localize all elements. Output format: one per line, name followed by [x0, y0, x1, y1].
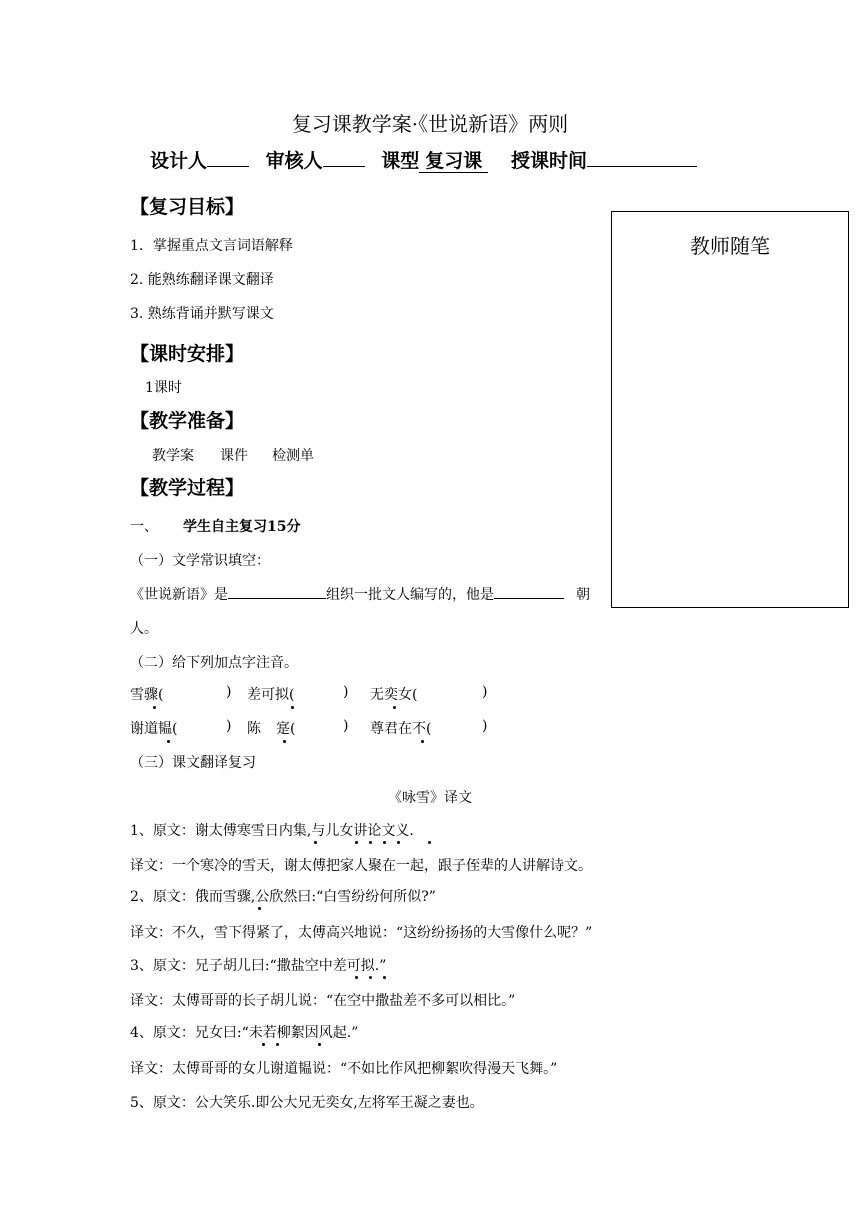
section-goals-heading: 【复习目标】 — [130, 196, 245, 218]
emphasis-dot — [291, 706, 294, 709]
paren-close: ) — [482, 718, 488, 734]
sub3-label: （三）课文翻译复习 — [130, 755, 256, 771]
emphasis-dot — [276, 1043, 279, 1046]
reviewer-label: 审核人 — [265, 150, 323, 172]
text-line: 译文：不久，雪下得紧了，太傅高兴地说：“这纷纷扬扬的大雪像什么呢？” — [130, 925, 593, 941]
emphasis-dot — [369, 841, 372, 844]
section-schedule-heading: 【课时安排】 — [130, 343, 245, 365]
page-title: 复习课教学案·《世说新语》两则 — [291, 112, 569, 136]
meta-row — [150, 146, 697, 173]
schedule-text: 1课时 — [145, 380, 182, 396]
emphasis-dot — [383, 976, 386, 979]
sub1-label: （一）文学常识填空： — [130, 553, 270, 569]
emphasis-dot — [318, 1043, 321, 1046]
text-line: 3、原文：兄子胡儿曰:“撒盐空中差可拟.” — [130, 958, 387, 974]
emphasis-dot — [383, 841, 386, 844]
fill-blank — [494, 597, 564, 599]
pinyin-item: 尊君在不( — [370, 721, 432, 737]
step1-text: 学生自主复习15分 — [183, 519, 301, 535]
text-line: 译文：一个寒冷的雪天，谢太傅把家人聚在一起，跟子侄辈的人讲解诗文。 — [130, 858, 592, 874]
pinyin-item: 陈 — [247, 721, 261, 737]
sub1-fill-line — [130, 584, 590, 604]
paren-close: ) — [482, 684, 488, 700]
goal-item: 2. 能熟练翻译课文翻译 — [130, 272, 274, 288]
type-label: 课型 — [381, 150, 420, 172]
pinyin-item: 无奕女( — [370, 687, 418, 703]
emphasis-dot — [283, 740, 286, 743]
pinyin-item: 谢道韫( — [130, 721, 178, 737]
text-line: 2、原文：俄而雪骤,公欣然曰:“白雪纷纷何所似?” — [130, 889, 436, 905]
sub1-part4: 人。 — [130, 621, 158, 637]
teacher-notes-label: 教师随笔 — [690, 234, 770, 258]
emphasis-dot — [355, 976, 358, 979]
text-line: 译文：太傅哥哥的女儿谢道韫说：“不如比作风把柳絮吹得漫天飞舞。” — [130, 1061, 558, 1077]
sub1-part3: 朝 — [576, 587, 590, 603]
emphasis-dot — [421, 740, 424, 743]
paren-close: ) — [226, 684, 232, 700]
paren-close: ) — [343, 684, 349, 700]
text-line: 5、原文：公大笑乐.即公大兄无奕女,左将军王凝之妻也。 — [130, 1095, 484, 1111]
emphasis-dot — [428, 841, 431, 844]
goal-item: 1．掌握重点文言词语解释 — [130, 238, 293, 254]
goal-item: 3. 熟练背诵并默写课文 — [130, 306, 274, 322]
paren-close: ) — [226, 718, 232, 734]
text-line: 译文：太傅哥哥的长子胡儿说：“在空中撒盐差不多可以相比。” — [130, 993, 516, 1009]
type-value: 复习课 — [419, 150, 488, 173]
pinyin-item: 雪骤( — [130, 687, 164, 703]
emphasis-dot — [314, 841, 317, 844]
time-blank — [587, 166, 697, 167]
emphasis-dot — [393, 706, 396, 709]
paren-close: ) — [343, 718, 349, 734]
emphasis-dot — [167, 740, 170, 743]
emphasis-dot — [153, 706, 156, 709]
designer-label: 设计人 — [150, 150, 208, 172]
section-process-heading: 【教学过程】 — [130, 477, 245, 499]
sub1-part1: 《世说新语》是 — [130, 587, 228, 603]
pinyin-item: 差可拟( — [247, 687, 295, 703]
translation-subtitle: 《咏雪》译文 — [388, 790, 472, 806]
emphasis-dot — [258, 907, 261, 910]
time-label: 授课时间 — [510, 150, 587, 172]
pinyin-item: 寔( — [276, 721, 296, 737]
teacher-notes-box — [611, 211, 849, 608]
designer-blank — [207, 166, 249, 167]
fill-blank — [228, 597, 326, 599]
text-line: 4、原文：兄女曰:“未若柳絮因风起.” — [130, 1025, 359, 1041]
emphasis-dot — [262, 1043, 265, 1046]
prep-item: 课件 — [220, 448, 248, 464]
text-line: 1、原文：谢太傅寒雪日内集,与儿女讲论文义. — [130, 823, 414, 839]
prep-item: 教学案 — [152, 448, 194, 464]
step1-number: 一、 — [130, 519, 158, 535]
emphasis-dot — [355, 841, 358, 844]
prep-item: 检测单 — [272, 448, 314, 464]
reviewer-blank — [323, 166, 365, 167]
sub2-label: （二）给下列加点字注音。 — [130, 655, 298, 671]
emphasis-dot — [369, 976, 372, 979]
emphasis-dot — [397, 841, 400, 844]
section-prep-heading: 【教学准备】 — [130, 410, 245, 432]
sub1-part2: 组织一批文人编写的，他是 — [326, 587, 494, 603]
